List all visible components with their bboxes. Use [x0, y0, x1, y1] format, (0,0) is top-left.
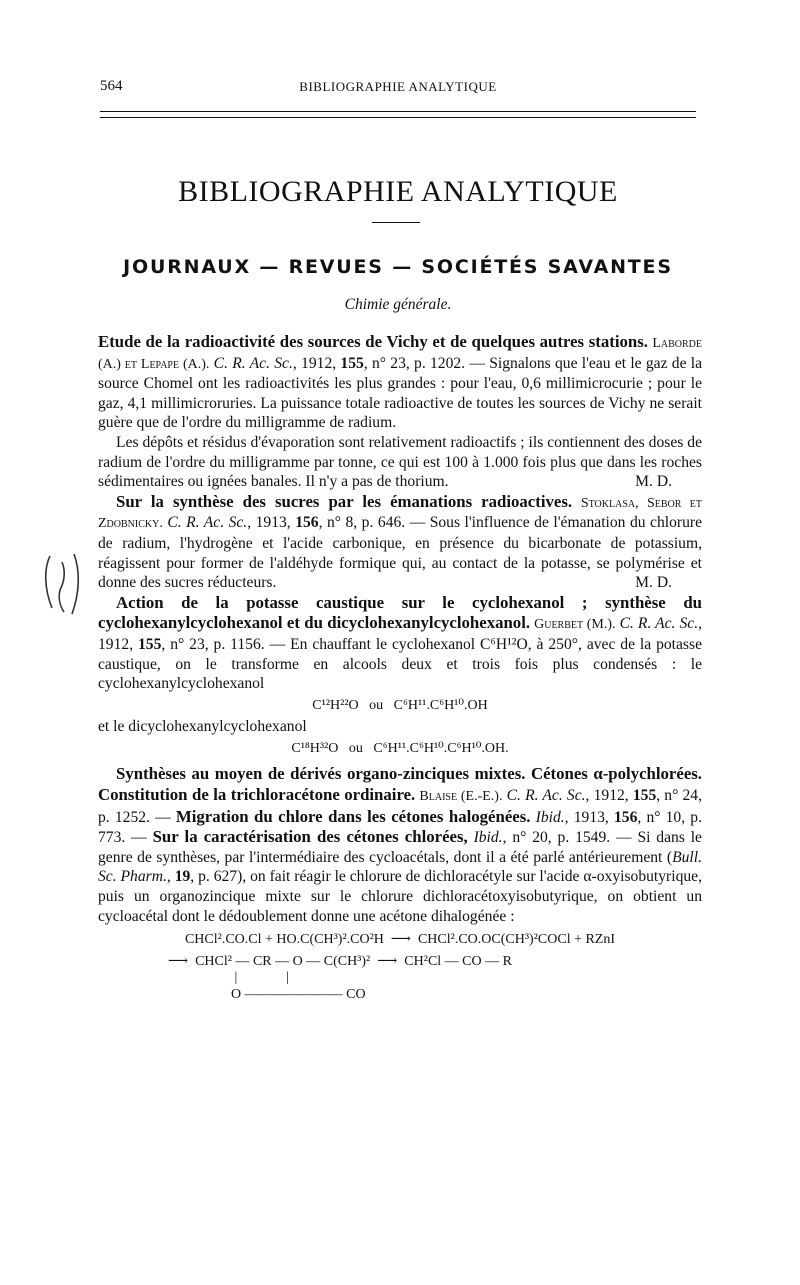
article-body-2: et le dicyclohexanylcyclohexanol	[98, 718, 307, 736]
article-synthese-sucres	[98, 492, 702, 593]
chemical-equation: CHCl².CO.Cl + HO.C(CH³)².CO²H ⟶ CHCl².CO.OC(CH³)²COCl + RZnI	[184, 932, 616, 948]
article-authors: Stoklasa, Sebor et Zdobnicky.	[98, 495, 703, 532]
body-text	[98, 332, 702, 1005]
ref-rest: , n° 23, p. 1156.	[161, 635, 265, 653]
article-body: — Signalons que l'eau et le gaz de la source Chomel ont les radioactivités les plus grandes : pour l'eau, 0,6 millimicrocurie ; pour le gaz, 4,1 millimicroruries. La puissance totale radioactive de toutes les sources de Vichy ne serait guère que de l'ordre du milligramme de radium.	[98, 354, 703, 432]
article-body-2: Les dépôts et résidus d'évaporation sont relativement radioactifs ; ils contiennent des doses de radium de l'ordre du milligramme par tonne, ce qui est 100 à 1.000 fois plus que dans les roches sédimentaires ou ignées banales. Il n'y a pas de thorium.	[98, 433, 702, 491]
article-title: Sur la synthèse des sucres par les émanations radioactives.	[116, 491, 573, 511]
ref-volume: 19	[174, 868, 191, 886]
ref-year: , 1912,	[585, 787, 633, 805]
handwritten-margin-mark	[40, 548, 86, 618]
page-number: 564	[100, 78, 123, 94]
ref-rest: , n° 24, p. 1252. —	[98, 787, 702, 826]
article-authors: Laborde (A.) et Lepape (A.).	[98, 336, 702, 372]
subarticle-title: Migration du chlore dans les cétones halogénées.	[175, 806, 531, 826]
running-head	[100, 78, 696, 98]
ref-rest: , n° 23, p. 1202.	[363, 354, 466, 372]
section-heading: JOURNAUX — REVUES — SOCIÉTÉS SAVANTES	[123, 256, 673, 278]
journal-ref: Ibid.	[473, 829, 503, 847]
ref-volume: 156	[613, 808, 638, 826]
chemical-equation-bonds: | |	[168, 970, 290, 986]
journal-ref: C. R. Ac. Sc.	[506, 787, 586, 805]
ref-volume: 155	[340, 354, 364, 372]
ref-volume: 155	[138, 635, 162, 653]
article-title: Action de la potasse caustique sur le cyclohexanol ; synthèse du cyclohexanylcyclohexanol et du dicyclohexanylcyclohexanol.	[98, 592, 702, 633]
article-cyclohexanol	[98, 593, 702, 694]
ref-rest: , n° 20, p. 1549.	[502, 829, 611, 847]
header-rule-top	[100, 111, 696, 112]
running-title: BIBLIOGRAPHIE ANALYTIQUE	[299, 79, 497, 94]
journal-ref: Bull. Sc. Pharm.	[98, 848, 702, 886]
journal-ref: Ibid.	[535, 808, 565, 826]
journal-ref: C. R. Ac. Sc.	[619, 615, 699, 633]
article-body: — Sous l'influence de l'émanation du chlorure de radium, l'hydrogène et l'acide carbonique, en présence du bicarbonate de potassium, réagissent pour former de l'aldéhyde formique qui, au contact de la potasse, se polymérise et donne des sucres réducteurs.	[98, 514, 702, 592]
chemical-equation-ring: O ——————— CO	[168, 987, 366, 1003]
article-body-2: , p. 627), on fait réagir le chlorure de dichloracétyle sur l'acide α-oxyisobutyrique, puis un organozincique mixte sur le chlorure dichloracétoxyisobutyrique, on obtient un cycloacétal dont le dédoublement donne une acétone dihalogénée :	[98, 868, 702, 925]
journal-ref: C. R. Ac. Sc.	[213, 354, 293, 372]
ref-volume: 155	[632, 787, 657, 805]
author-signature: M. D.	[635, 574, 672, 592]
header-rule-bottom	[100, 117, 696, 118]
ref-year: , 1913,	[247, 514, 296, 532]
article-radioactivite-vichy	[98, 332, 702, 433]
ref-year: , 1913,	[564, 808, 614, 826]
subarticle-title: Sur la caractérisation des cétones chlorées,	[152, 827, 468, 847]
rubric-heading: Chimie générale.	[344, 296, 452, 313]
ref-sep: ,	[166, 868, 175, 886]
page-title: BIBLIOGRAPHIE ANALYTIQUE	[178, 175, 618, 208]
title-rule	[372, 222, 420, 223]
article-paragraph	[98, 433, 702, 492]
article-body: — En chauffant le cyclohexanol C⁶H¹²O, à 250°, avec de la potasse caustique, on le transforme en alcools deux et trois fois plus condensés : le cyclohexanylcyclohexanol	[98, 635, 702, 693]
journal-ref: C. R. Ac. Sc.	[167, 514, 248, 532]
ref-rest: , n° 10, p. 773. —	[98, 808, 702, 847]
chemical-equation-2: ⟶ CHCl² — CR — O — C(CH³)² ⟶ CH²Cl — CO — R	[168, 953, 512, 969]
article-body: — Si dans le genre de synthèses, par l'intermédiaire des cycloacétals, dont il a été parlé antérieurement (	[98, 829, 702, 866]
ref-year: , 1912,	[292, 354, 341, 372]
ref-rest: , n° 8, p. 646.	[318, 514, 406, 532]
author-signature: M. D.	[635, 473, 672, 491]
article-title: Etude de la radioactivité des sources de Vichy et de quelques autres stations.	[98, 332, 648, 351]
ref-volume: 156	[295, 514, 319, 532]
article-title: Synthèses au moyen de dérivés organo-zinciques mixtes. Cétones α-polychlorées. Constitution de la trichloracétone ordinaire.	[98, 764, 702, 805]
ref-year: , 1912,	[98, 615, 702, 653]
article-organo-zinciques	[98, 764, 702, 926]
article-authors: Guerbet (M.).	[534, 617, 616, 633]
chemical-formula: C¹²H²²O ou C⁶H¹¹.C⁶H¹⁰.OH	[312, 697, 488, 713]
article-authors: Blaise (E.-E.).	[419, 789, 503, 805]
chemical-formula: C¹⁸H³²O ou C⁶H¹¹.C⁶H¹⁰.C⁶H¹⁰.OH.	[291, 740, 509, 756]
